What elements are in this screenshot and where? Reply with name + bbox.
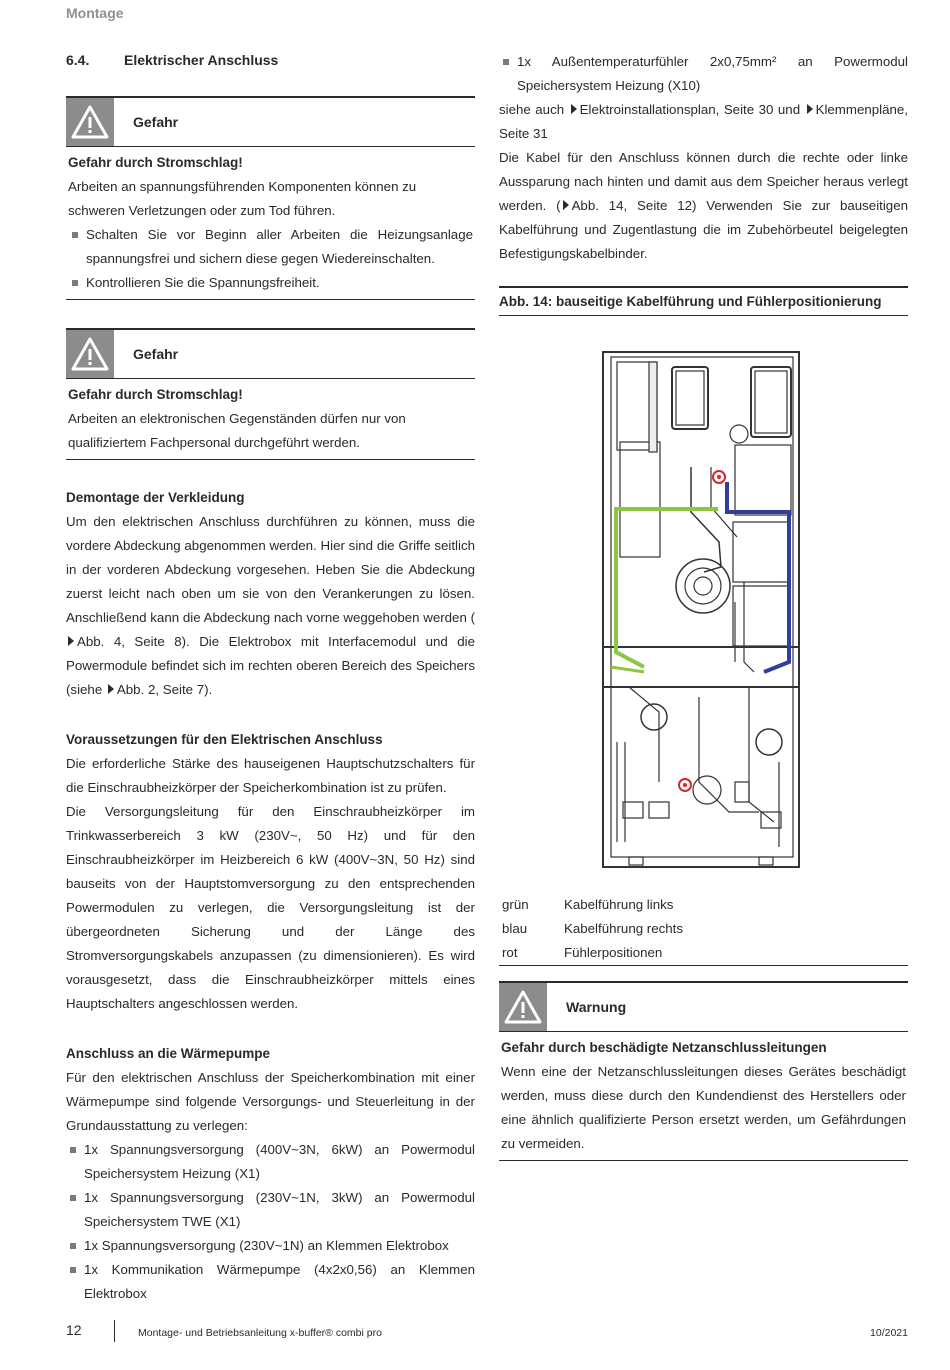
- danger-box-2: [66, 328, 475, 460]
- warning-triangle-icon: [66, 330, 114, 378]
- warning-text: Wenn eine der Netzanschlussleitungen dieses Gerätes beschädigt werden, muss diese durch den Kundendienst des Herstellers oder eine ähnlich qualifizierte Person ersetzt werden, um Gefährdungen zu vermeiden.: [501, 1064, 906, 1151]
- running-header: Montage: [66, 5, 124, 21]
- section-title: Elektrischer Anschluss: [124, 52, 279, 68]
- paragraph: Um den elektrischen Anschluss durchführen zu können, muss die vordere Abdeckung abgenommen werden. Hier sind die Griffe seitlich in der vorderen Abdeckung vorgesehen. Heben Sie die Abdeckung zuerst leicht nach oben um sie von den Verankerungen zu lösen. Anschließend kann die Abdeckung nach vorne weggehoben werden (Abb. 4, Seite 8). Die Elektrobox mit Interfacemodul und die Powermodule befindet sich im rechten oberen Bereich des Speichers (siehe Abb. 2, Seite 7).: [66, 514, 475, 697]
- danger-box-header: [66, 98, 475, 147]
- legend-key: rot: [502, 945, 518, 960]
- list-item: Kontrollieren Sie die Spannungsfreiheit.: [68, 271, 473, 295]
- list-item: 1x Außentemperaturfühler 2x0,75mm² an Powermodul Speichersystem Heizung (X10): [499, 50, 908, 98]
- cross-reference-link[interactable]: Elektroinstallationsplan, Seite 30: [579, 102, 774, 117]
- right-column: [499, 50, 908, 1161]
- document-title: Montage- und Betriebsanleitung x-buffer® combi pro: [138, 1327, 382, 1339]
- figure-legend: [499, 893, 908, 966]
- warning-triangle-icon: [66, 98, 114, 146]
- footer-divider: [114, 1320, 115, 1342]
- see-also: siehe auch Elektroinstallationsplan, Seite 30 und Klemmenpläne, Seite 31: [499, 102, 908, 141]
- subheading: Anschluss an die Wärmepumpe: [66, 1046, 271, 1061]
- page-number: 12: [66, 1322, 82, 1338]
- paragraph: Die Kabel für den Anschluss können durch die rechte oder linke Aussparung nach hinten und damit aus dem Speicher heraus verlegt werden. ( Abb. 14, Seite 12) Verwenden Sie zur bauseitigen Kabelführung und Zugentlastung die im Zubehörbeutel beigelegten Befestigungskabelbinder.: [499, 150, 908, 261]
- legend-value: Kabelführung links: [564, 897, 674, 912]
- cross-reference-link[interactable]: Abb. 14, Seite 12: [571, 198, 692, 213]
- document-date: 10/2021: [870, 1327, 908, 1339]
- section-number: 6.4.: [66, 52, 90, 68]
- danger-title: Gefahr durch Stromschlag!: [68, 387, 243, 402]
- arrow-right-icon: [68, 636, 74, 646]
- cross-reference-link[interactable]: Abb. 4, Seite 8: [77, 634, 182, 649]
- danger-text: Arbeiten an elektronischen Gegenständen dürfen nur von qualifiziertem Fachpersonal durchgeführt werden.: [68, 411, 406, 450]
- legend-value: Fühlerpositionen: [564, 945, 663, 960]
- legend-key: blau: [502, 921, 528, 936]
- legend-row: [499, 893, 908, 917]
- danger-label: Gefahr: [133, 346, 179, 362]
- demontage-section: [66, 486, 475, 702]
- voraussetzungen-section: [66, 728, 475, 1016]
- arrow-right-icon: [563, 200, 569, 210]
- danger-list: [68, 223, 473, 295]
- danger-box-header: [66, 330, 475, 379]
- danger-text: Arbeiten an spannungsführenden Komponenten können zu schweren Verletzungen oder zum Tod führen.: [68, 179, 417, 218]
- legend-row: [499, 917, 908, 941]
- cross-reference-link[interactable]: Abb. 2, Seite 7: [116, 682, 205, 697]
- paragraph: Für den elektrischen Anschluss der Speicherkombination mit einer Wärmepumpe sind folgende Versorgungs- und Steuerleitung in der Grundausstattung zu verlegen:: [66, 1070, 475, 1133]
- list-item: 1x Spannungsversorgung (400V~3N, 6kW) an Powermodul Speichersystem Heizung (X1): [66, 1138, 475, 1186]
- legend-row: [499, 941, 908, 966]
- cross-reference-link[interactable]: Klemmenpläne, Seite 31: [499, 102, 908, 141]
- figure-cable-routing: [499, 342, 908, 887]
- sensor-list: [499, 50, 908, 98]
- paragraph: Die Versorgungsleitung für den Einschraubheizkörper im Trinkwasserbereich 3 kW (230V~, 50 Hz) und für den Einschraubheizkörper im Heizbereich 6 kW (400V~3N, 50 Hz) sind bauseits von der Hauptstomversorgung zu den entsprechenden Powermodulen zu verlegen, die Versorgungsleitung ist der übergeordneten Sicherung und der Länge des Stromversorgungskabels anzupassen (zu dimensionieren). Es wird vorausgesetzt, dass die Einschraubheizkörper mittels eines Hauptschalters angeschlossen werden.: [66, 804, 475, 1011]
- legend-value: Kabelführung rechts: [564, 921, 684, 936]
- paragraph: Die erforderliche Stärke des hauseigenen Hauptschutzschalters für die Einschraubheizkörper der Speicherkombination ist zu prüfen.: [66, 756, 475, 795]
- section-heading: [66, 52, 475, 76]
- danger-box-1: [66, 96, 475, 300]
- legend-key: grün: [502, 897, 529, 912]
- list-item: 1x Kommunikation Wärmepumpe (4x2x0,56) an Klemmen Elektrobox: [66, 1258, 475, 1306]
- subheading: Voraussetzungen für den Elektrischen Anschluss: [66, 732, 383, 747]
- figure-caption: Abb. 14: bauseitige Kabelführung und Fühlerpositionierung: [499, 286, 908, 316]
- warning-title: Gefahr durch beschädigte Netzanschlussleitungen: [501, 1040, 827, 1055]
- list-item: 1x Spannungsversorgung (230V~1N, 3kW) an Powermodul Speichersystem TWE (X1): [66, 1186, 475, 1234]
- subheading: Demontage der Verkleidung: [66, 490, 245, 505]
- list-item: Schalten Sie vor Beginn aller Arbeiten die Heizungsanlage spannungsfrei und sichern diese gegen Wiedereinschalten.: [68, 223, 473, 271]
- left-column: [66, 50, 475, 1306]
- warning-triangle-icon: [499, 983, 547, 1031]
- list-item: 1x Spannungsversorgung (230V~1N) an Klemmen Elektrobox: [66, 1234, 475, 1258]
- page-footer: [0, 1320, 950, 1350]
- warning-box: [499, 981, 908, 1161]
- warning-label: Warnung: [566, 999, 627, 1015]
- anschluss-section: [66, 1042, 475, 1306]
- anschluss-list: [66, 1138, 475, 1306]
- danger-label: Gefahr: [133, 114, 179, 130]
- warning-box-header: [499, 983, 908, 1032]
- danger-title: Gefahr durch Stromschlag!: [68, 155, 243, 170]
- arrow-right-icon: [108, 684, 114, 694]
- arrow-right-icon: [571, 104, 577, 114]
- arrow-right-icon: [807, 104, 813, 114]
- technical-drawing: [499, 342, 908, 887]
